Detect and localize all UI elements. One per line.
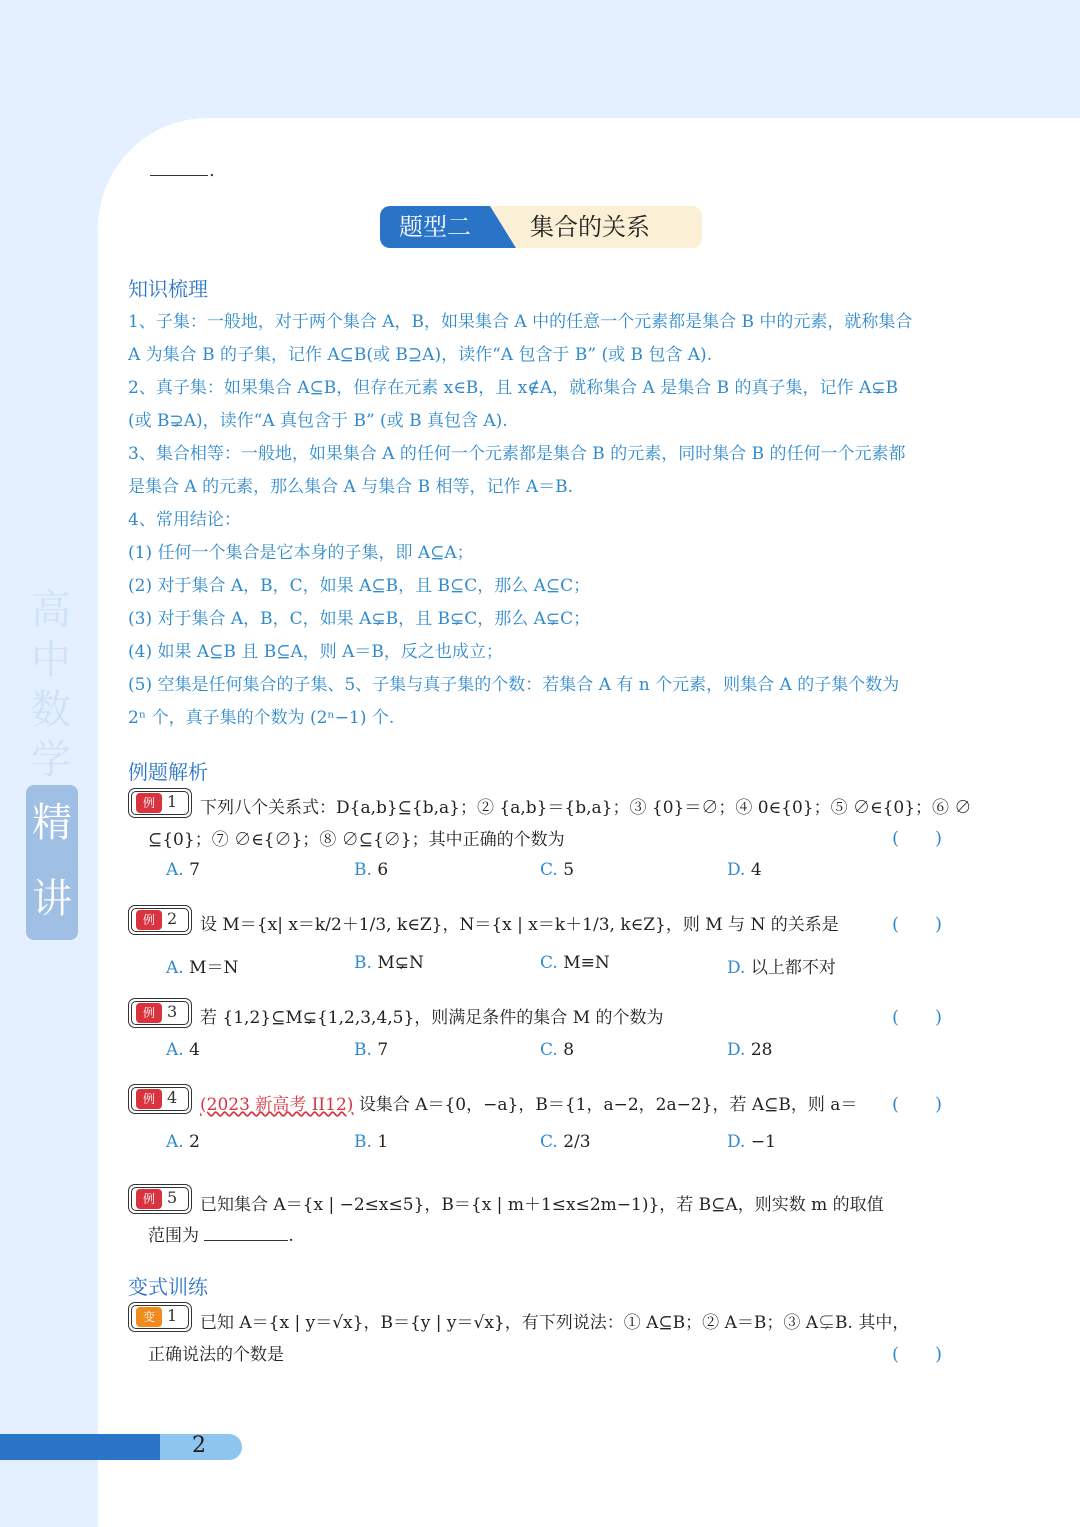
knowledge-line: (1) 任何一个集合是它本身的子集，即 A⊆A；	[128, 543, 474, 563]
answer-parentheses[interactable]: ( )	[892, 1344, 943, 1365]
practice-heading: 变式训练	[128, 1275, 208, 1299]
knowledge-line: (5) 空集是任何集合的子集、5、子集与真子集的个数：若集合 A 有 n 个元素，则集合 A 的子集个数为	[128, 675, 900, 695]
example-badge	[128, 788, 192, 818]
option-a[interactable]: A. 7	[166, 860, 200, 880]
section-header	[380, 206, 702, 248]
option-c[interactable]: C. M≡N	[540, 953, 610, 973]
page-background-top	[0, 0, 1080, 120]
knowledge-line: (或 B⊋A)，读作“A 真包含于 B” (或 B 真包含 A).	[128, 411, 508, 431]
knowledge-line: (2) 对于集合 A，B，C，如果 A⊆B，且 B⊆C，那么 A⊆C；	[128, 576, 591, 596]
knowledge-line: 3、集合相等：一般地，如果集合 A 的任何一个元素都是集合 B 的元素，同时集合 B 的任何一个元素都	[128, 444, 906, 464]
example-number: 4	[167, 1088, 178, 1107]
example-label: 例	[136, 793, 162, 813]
option-d[interactable]: D. 以上都不对	[727, 958, 836, 978]
exam-source[interactable]: (2023 新高考 II12)	[200, 1095, 354, 1115]
period-mark: .	[209, 160, 215, 181]
example-badge	[128, 905, 192, 935]
option-d[interactable]: D. 28	[727, 1040, 773, 1060]
knowledge-line: 4、常用结论：	[128, 510, 241, 530]
option-b[interactable]: B. 6	[354, 860, 389, 880]
answer-blank[interactable]	[150, 175, 208, 176]
example-label: 例	[136, 1089, 162, 1109]
example-number: 2	[167, 909, 178, 928]
question-text: 范围为 .	[148, 1226, 294, 1246]
option-a[interactable]: A. 4	[166, 1040, 200, 1060]
answer-parentheses[interactable]: ( )	[892, 1007, 943, 1028]
section-title: 集合的关系	[530, 213, 650, 241]
answer-parentheses[interactable]: ( )	[892, 828, 943, 849]
practice-number: 1	[167, 1306, 178, 1325]
section-tag: 题型二	[399, 213, 471, 241]
side-label-box: 精 讲	[26, 785, 78, 940]
option-b[interactable]: B. 7	[354, 1040, 389, 1060]
question-text: ⊆{0}；⑦ ∅∈{∅}；⑧ ∅⊆{∅}；其中正确的个数为	[148, 830, 565, 850]
example-badge	[128, 1084, 192, 1114]
question-text: 已知集合 A＝{x | −2≤x≤5}，B＝{x | m＋1≤x≤2m−1)}，若 B⊆A，则实数 m 的取值	[200, 1195, 884, 1215]
option-a[interactable]: A. M＝N	[166, 958, 239, 978]
footer-bar	[0, 1434, 172, 1460]
knowledge-line: 2、真子集：如果集合 A⊆B，但存在元素 x∈B，且 x∉A，就称集合 A 是集合 B 的真子集，记作 A⊊B	[128, 378, 898, 398]
question-text: 设 M＝{x| x＝k/2＋1/3, k∈Z}，N＝{x | x＝k＋1/3, k∈Z}，则 M 与 N 的关系是	[200, 915, 839, 935]
example-label: 例	[136, 1189, 162, 1209]
option-c[interactable]: C. 5	[540, 860, 575, 880]
side-vertical-title: 高 中 数 学	[31, 587, 71, 783]
question-text: 已知 A＝{x | y＝√x}，B＝{y | y＝√x}，有下列说法：① A⊆B；② A＝B；③ A⊊B. 其中，	[200, 1313, 910, 1333]
question-text: (2023 新高考 II12) 设集合 A＝{0，−a}，B＝{1，a−2，2a−2}，若 A⊆B，则 a＝	[200, 1095, 858, 1115]
option-c[interactable]: C. 8	[540, 1040, 575, 1060]
answer-parentheses[interactable]: ( )	[892, 1094, 943, 1115]
knowledge-line: (3) 对于集合 A，B，C，如果 A⊊B，且 B⊊C，那么 A⊊C；	[128, 609, 591, 629]
example-label: 例	[136, 910, 162, 930]
option-d[interactable]: D. −1	[727, 1132, 776, 1152]
option-c[interactable]: C. 2/3	[540, 1132, 591, 1152]
page-number: 2	[192, 1433, 206, 1458]
knowledge-line: A 为集合 B 的子集，记作 A⊆B(或 B⊇A)，读作“A 包含于 B” (或 B 包含 A).	[128, 345, 713, 365]
question-text: 正确说法的个数是	[148, 1345, 284, 1365]
example-label: 例	[136, 1003, 162, 1023]
knowledge-line: 是集合 A 的元素，那么集合 A 与集合 B 相等，记作 A＝B.	[128, 477, 574, 497]
answer-blank[interactable]	[204, 1240, 288, 1241]
option-b[interactable]: B. 1	[354, 1132, 389, 1152]
example-number: 3	[167, 1002, 178, 1021]
question-text: 若 {1,2}⊆M⊊{1,2,3,4,5}，则满足条件的集合 M 的个数为	[200, 1008, 664, 1028]
example-number: 5	[167, 1188, 178, 1207]
option-d[interactable]: D. 4	[727, 860, 762, 880]
knowledge-line: 2ⁿ 个，真子集的个数为 (2ⁿ−1) 个.	[128, 708, 395, 728]
knowledge-line: 1、子集：一般地，对于两个集合 A，B，如果集合 A 中的任意一个元素都是集合 B 中的元素，就称集合	[128, 312, 913, 332]
knowledge-line: (4) 如果 A⊆B 且 B⊆A，则 A＝B，反之也成立；	[128, 642, 503, 662]
example-badge	[128, 1184, 192, 1214]
knowledge-heading: 知识梳理	[128, 277, 208, 301]
example-badge	[128, 998, 192, 1028]
answer-parentheses[interactable]: ( )	[892, 914, 943, 935]
option-b[interactable]: B. M⊊N	[354, 953, 424, 973]
practice-label: 变	[136, 1307, 162, 1327]
example-number: 1	[167, 792, 178, 811]
question-text: 下列八个关系式：D{a,b}⊆{b,a}；② {a,b}＝{b,a}；③ {0}＝∅；④ 0∈{0}；⑤ ∅∈{0}；⑥ ∅	[200, 798, 972, 818]
practice-badge	[128, 1302, 192, 1332]
option-a[interactable]: A. 2	[166, 1132, 200, 1152]
examples-heading: 例题解析	[128, 760, 208, 784]
